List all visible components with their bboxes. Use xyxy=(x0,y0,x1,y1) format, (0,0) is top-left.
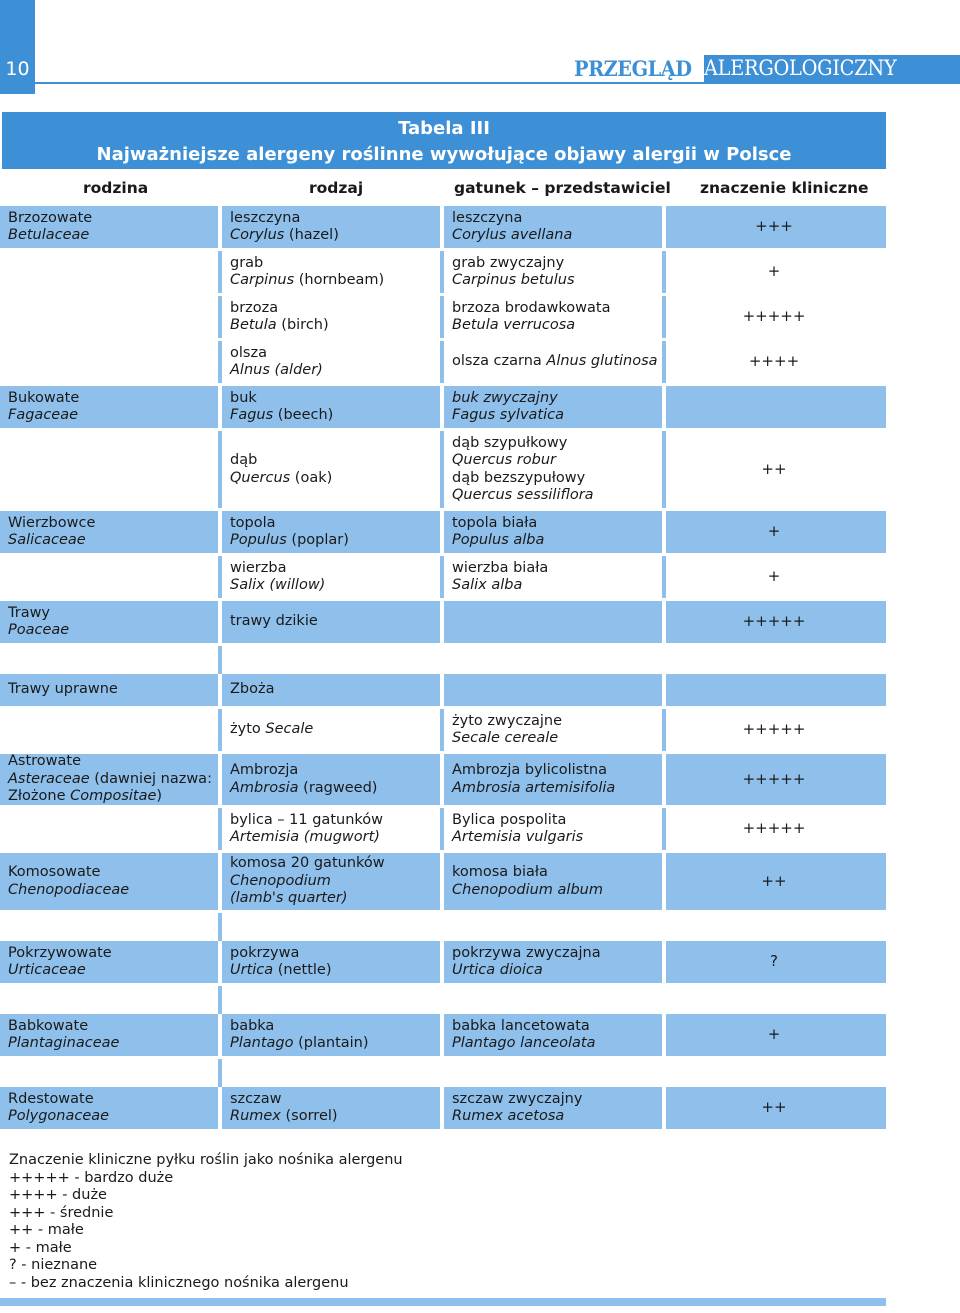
genus-cell: brzoza Betula (birch) xyxy=(222,296,444,338)
table-row xyxy=(0,674,886,709)
table-row xyxy=(0,1087,886,1132)
genus-cell: Zboża xyxy=(222,674,444,706)
significance-cell: + xyxy=(767,1025,781,1044)
genus-cell: szczaw Rumex (sorrel) xyxy=(222,1087,444,1129)
legend-line: +++++ - bardzo duże xyxy=(9,1169,174,1186)
family-cell: Trawy uprawne xyxy=(0,674,222,706)
family-cell: Bukowate Fagaceae xyxy=(0,386,222,428)
table-caption: Najważniejsze alergeny roślinne wywołujące objawy alergii w Polsce xyxy=(96,144,792,165)
header-rule xyxy=(35,82,960,84)
table-row xyxy=(0,251,886,296)
legend-line: Znaczenie kliniczne pyłku roślin jako nośnika alergenu xyxy=(9,1152,403,1168)
significance-cell: +++++ xyxy=(742,307,806,326)
family-cell: Trawy Poaceae xyxy=(0,601,222,643)
species-cell: olsza czarna Alnus glutinosa xyxy=(444,341,666,383)
table-row xyxy=(0,754,886,808)
species-cell: wierzba biała Salix alba xyxy=(444,556,666,598)
legend-line: ++++ - duże xyxy=(9,1187,107,1203)
species-cell: żyto zwyczajne Secale cereale xyxy=(444,709,666,751)
species-cell xyxy=(444,674,666,706)
family-cell: Rdestowate Polygonaceae xyxy=(0,1087,222,1129)
bottom-rule xyxy=(0,1298,886,1306)
table-gap xyxy=(0,646,886,674)
genus-cell: trawy dzikie xyxy=(222,601,444,643)
genus-cell: buk Fagus (beech) xyxy=(222,386,444,428)
species-cell xyxy=(444,601,666,643)
genus-cell: pokrzywa Urtica (nettle) xyxy=(222,941,444,983)
genus-cell: Ambrozja Ambrosia (ragweed) xyxy=(222,754,444,805)
family-cell: Komosowate Chenopodiaceae xyxy=(0,853,222,910)
significance-cell: + xyxy=(767,522,781,541)
significance-cell: +++++ xyxy=(742,819,806,838)
significance-cell: +++++ xyxy=(742,612,806,631)
species-cell: babka lancetowata Plantago lanceolata xyxy=(444,1014,666,1056)
genus-cell: leszczyna Corylus (hazel) xyxy=(222,206,444,248)
table-gap xyxy=(0,1059,886,1087)
table-row xyxy=(0,709,886,754)
legend xyxy=(9,1152,403,1292)
journal-brand xyxy=(574,55,960,82)
significance-cell: + xyxy=(767,262,781,281)
significance-cell: + xyxy=(767,567,781,586)
page-number: 10 xyxy=(0,0,35,94)
family-cell xyxy=(0,556,222,598)
family-cell xyxy=(0,709,222,751)
table-row xyxy=(0,808,886,853)
family-cell: Astrowate Asteraceae (dawniej nazwa: Złożone Compositae) xyxy=(0,754,222,805)
legend-line: ++ - małe xyxy=(9,1222,84,1238)
family-cell xyxy=(0,341,222,383)
family-cell xyxy=(0,431,222,508)
table-row xyxy=(0,296,886,341)
significance-cell: +++ xyxy=(755,217,793,236)
significance-cell: +++++ xyxy=(742,720,806,739)
legend-line: +++ - średnie xyxy=(9,1204,114,1221)
brand-part-1: PRZEGLĄD xyxy=(574,56,692,81)
species-cell: Bylica pospolita Artemisia vulgaris xyxy=(444,808,666,850)
family-cell: Brzozowate Betulaceae xyxy=(0,206,222,248)
species-cell: buk zwyczajny Fagus sylvatica xyxy=(444,386,666,428)
legend-line: + - małe xyxy=(9,1239,72,1256)
species-cell: Ambrozja bylicolistna Ambrosia artemisifolia xyxy=(444,754,666,805)
table-row xyxy=(0,853,886,913)
significance-cell: ++++ xyxy=(748,352,800,371)
table-number: Tabela III xyxy=(398,118,490,139)
family-cell: Babkowate Plantaginaceae xyxy=(0,1014,222,1056)
species-cell: grab zwyczajny Carpinus betulus xyxy=(444,251,666,293)
species-cell: topola biała Populus alba xyxy=(444,511,666,553)
species-cell: brzoza brodawkowata Betula verrucosa xyxy=(444,296,666,338)
table-row xyxy=(0,431,886,511)
table-gap xyxy=(0,986,886,1014)
family-cell: Pokrzywowate Urticaceae xyxy=(0,941,222,983)
family-cell xyxy=(0,251,222,293)
significance-cell: ? xyxy=(770,952,778,971)
species-cell: szczaw zwyczajny Rumex acetosa xyxy=(444,1087,666,1129)
significance-cell xyxy=(666,674,886,706)
table-title xyxy=(2,112,886,169)
column-header-species: gatunek – przedstawiciel xyxy=(454,179,671,197)
column-header-genus: rodzaj xyxy=(309,179,364,197)
species-cell: leszczyna Corylus avellana xyxy=(444,206,666,248)
genus-cell: wierzba Salix (willow) xyxy=(222,556,444,598)
column-header-family: rodzina xyxy=(83,179,149,197)
table-row xyxy=(0,341,886,386)
significance-cell xyxy=(666,386,886,428)
species-cell: pokrzywa zwyczajna Urtica dioica xyxy=(444,941,666,983)
genus-cell: żyto Secale xyxy=(222,709,444,751)
family-cell xyxy=(0,808,222,850)
family-cell: Wierzbowce Salicaceae xyxy=(0,511,222,553)
genus-cell: topola Populus (poplar) xyxy=(222,511,444,553)
table-row xyxy=(0,941,886,986)
genus-cell: grab Carpinus (hornbeam) xyxy=(222,251,444,293)
genus-cell: komosa 20 gatunków Chenopodium (lamb's quarter) xyxy=(222,853,444,910)
table-row xyxy=(0,386,886,431)
table-row xyxy=(0,511,886,556)
allergen-table xyxy=(0,206,886,1132)
significance-cell: ++ xyxy=(761,459,787,478)
legend-line: – - bez znaczenia klinicznego nośnika alergenu xyxy=(9,1274,349,1291)
table-row xyxy=(0,1014,886,1059)
legend-line: ? - nieznane xyxy=(9,1257,98,1273)
table-row xyxy=(0,601,886,646)
significance-cell: +++++ xyxy=(742,769,806,788)
significance-cell: ++ xyxy=(761,871,787,890)
species-cell: komosa biała Chenopodium album xyxy=(444,853,666,910)
species-cell: dąb szypułkowy Quercus robur dąb bezszypułowy Quercus sessiliflora xyxy=(444,431,666,508)
genus-cell: babka Plantago (plantain) xyxy=(222,1014,444,1056)
significance-cell: ++ xyxy=(761,1098,787,1117)
column-header-significance: znaczenie kliniczne xyxy=(700,179,869,197)
genus-cell: dąb Quercus (oak) xyxy=(222,431,444,508)
genus-cell: bylica – 11 gatunków Artemisia (mugwort) xyxy=(222,808,444,850)
family-cell xyxy=(0,296,222,338)
table-gap xyxy=(0,913,886,941)
brand-part-2: ALERGOLOGICZNY xyxy=(704,55,960,82)
table-row xyxy=(0,556,886,601)
genus-cell: olsza Alnus (alder) xyxy=(222,341,444,383)
table-row xyxy=(0,206,886,251)
